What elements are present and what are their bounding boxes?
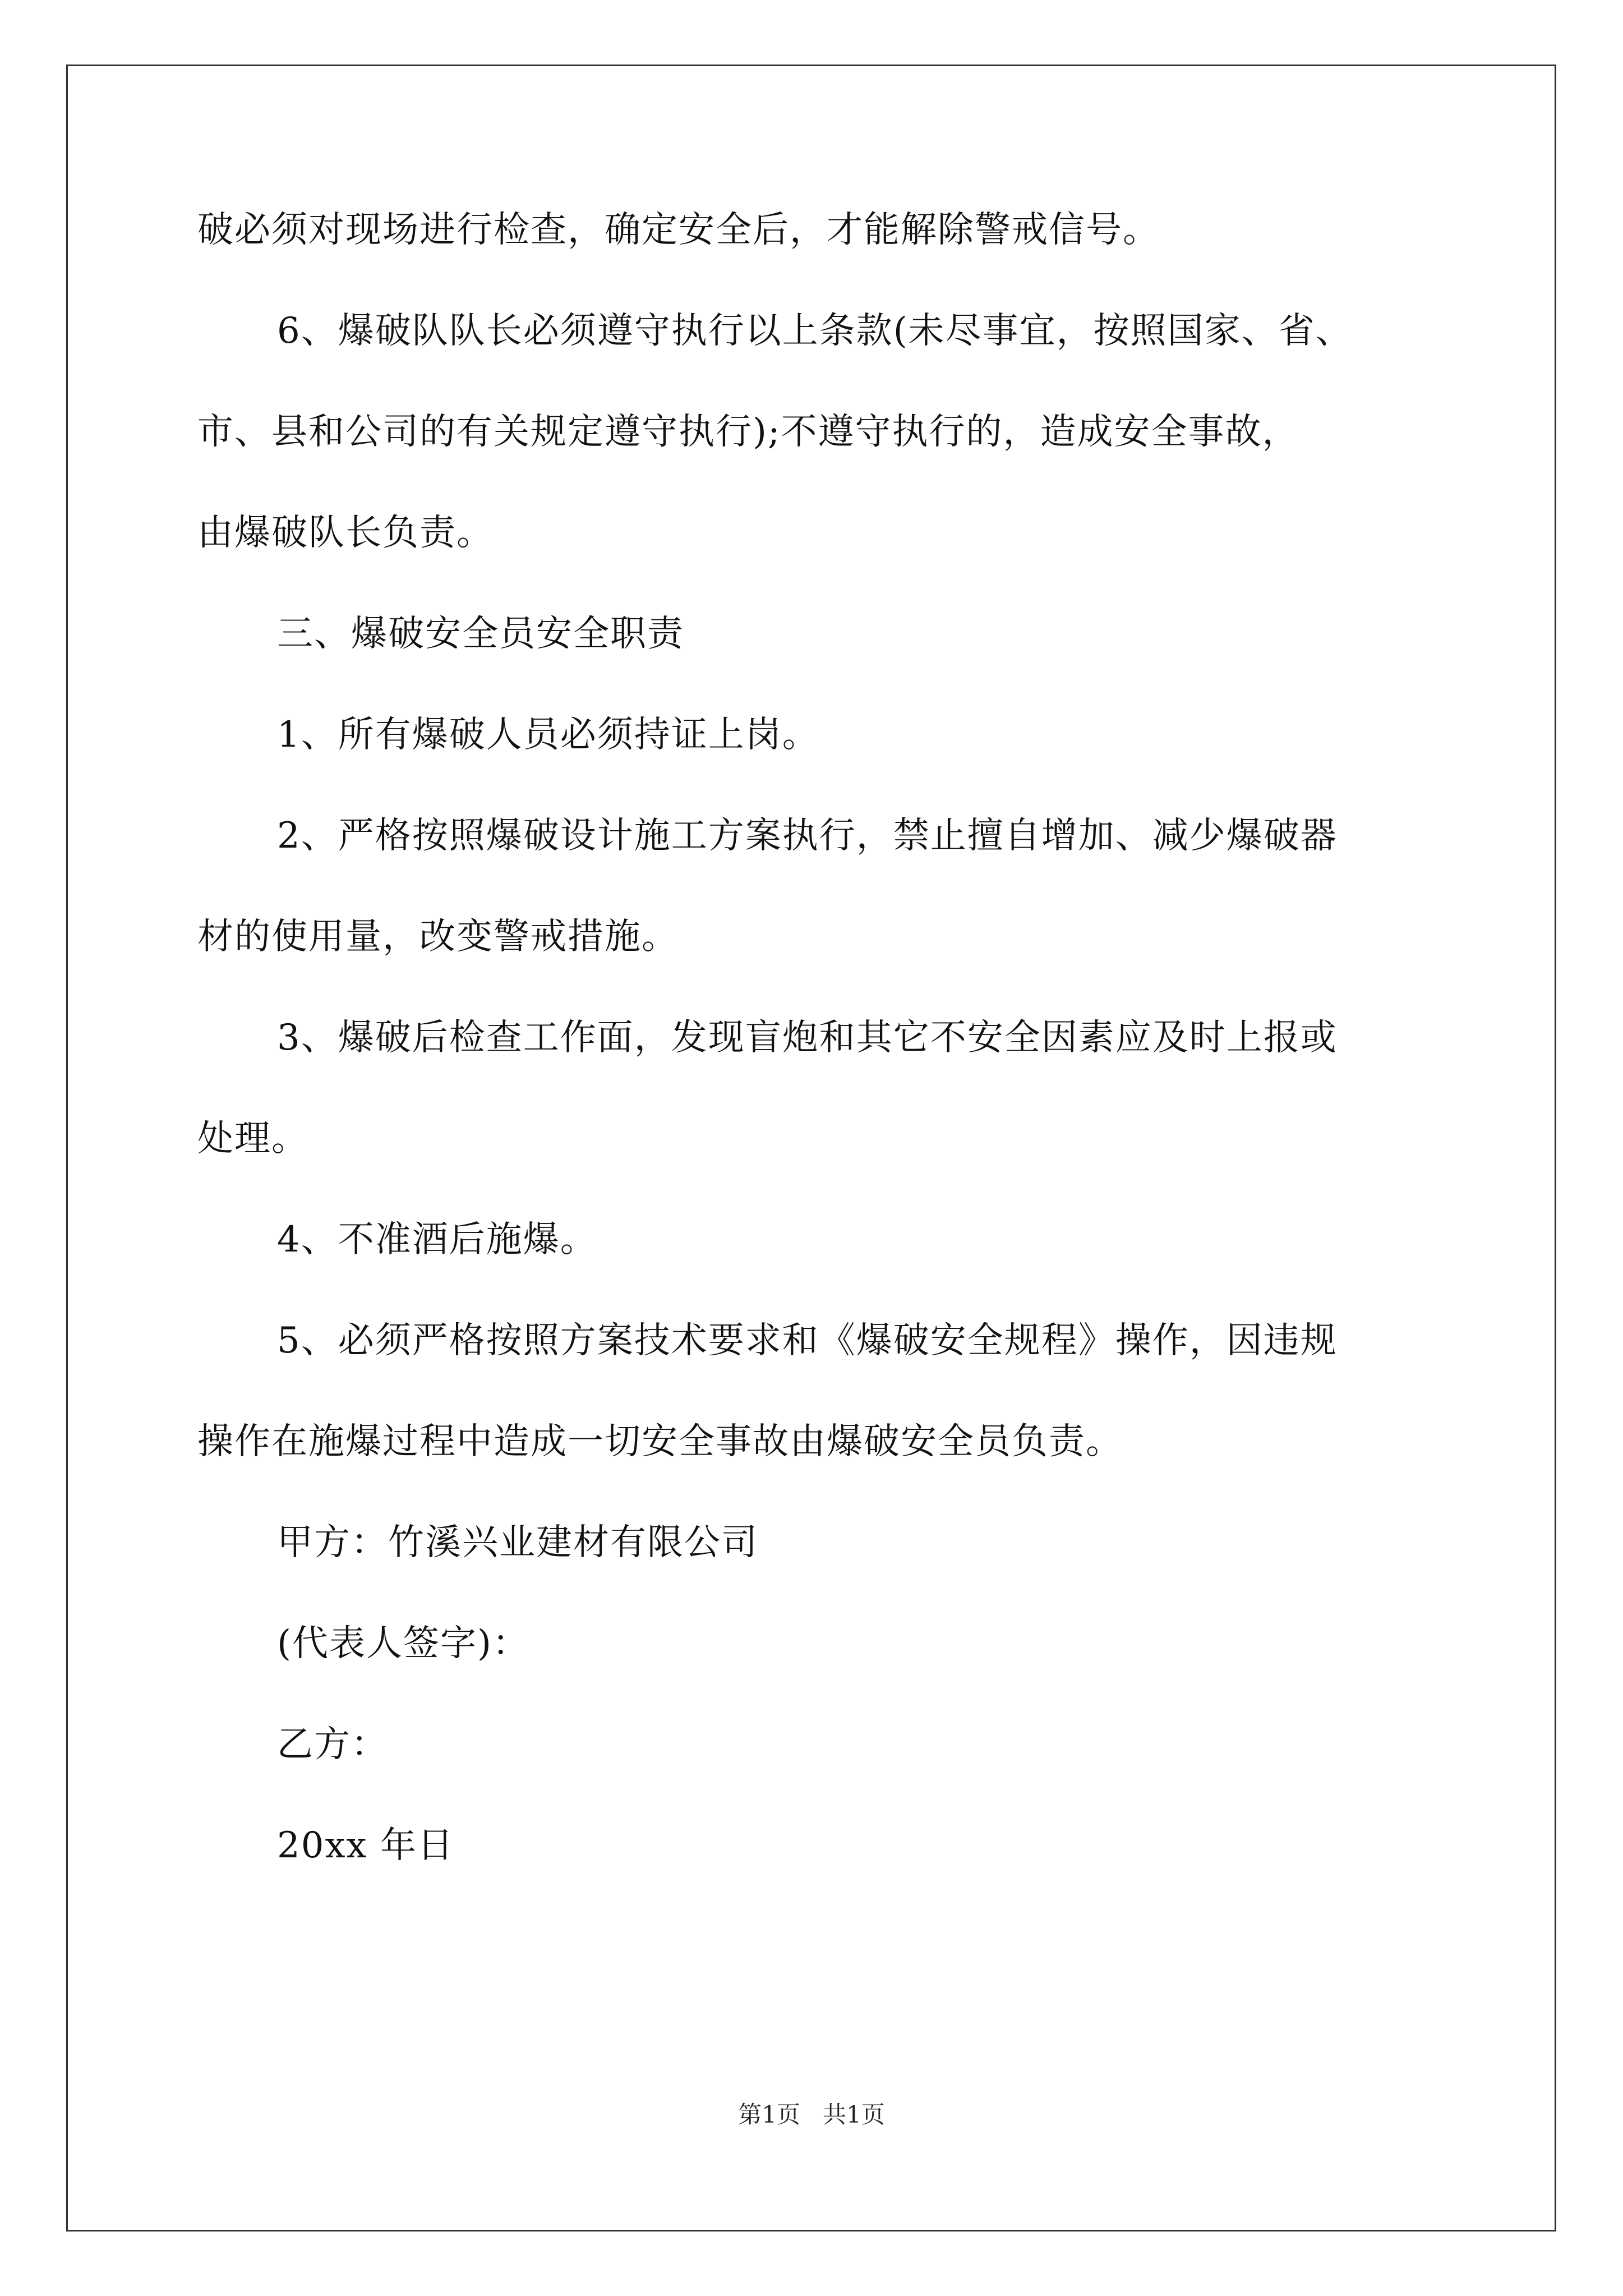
text-line: 3、爆破后检查工作面，发现盲炮和其它不安全因素应及时上报或 (277, 1017, 1338, 1059)
text-line: 1、所有爆破人员必须持证上岗。 (277, 714, 819, 756)
text-line: 材的使用量，改变警戒措施。 (197, 916, 679, 958)
text-line: 5、必须严格按照方案技术要求和《爆破安全规程》操作，因违规 (277, 1320, 1338, 1361)
text-line: 4、不准酒后施爆。 (277, 1219, 597, 1260)
signature-line: (代表人签字)： (277, 1623, 529, 1664)
text-line: 2、严格按照爆破设计施工方案执行，禁止擅自增加、减少爆破器 (277, 815, 1338, 857)
text-line: 操作在施爆过程中造成一切安全事故由爆破安全员负责。 (197, 1421, 1123, 1462)
text-line: 6、爆破队队长必须遵守执行以上条款(未尽事宜，按照国家、省、 (277, 310, 1353, 352)
date-line: 20xx 年日 (277, 1825, 454, 1866)
text-line: 市、县和公司的有关规定遵守执行);不遵守执行的，造成安全事故， (197, 411, 1299, 453)
text-line: 破必须对现场进行检查，确定安全后，才能解除警戒信号。 (197, 209, 1160, 251)
text-line: 由爆破队长负责。 (197, 512, 494, 554)
text-line: 处理。 (197, 1118, 308, 1159)
party-b-line: 乙方： (277, 1724, 388, 1765)
section-heading: 三、爆破安全员安全职责 (277, 613, 684, 655)
page-footer: 第1页 共1页 (738, 2101, 885, 2128)
party-a-line: 甲方：竹溪兴业建材有限公司 (277, 1522, 758, 1563)
